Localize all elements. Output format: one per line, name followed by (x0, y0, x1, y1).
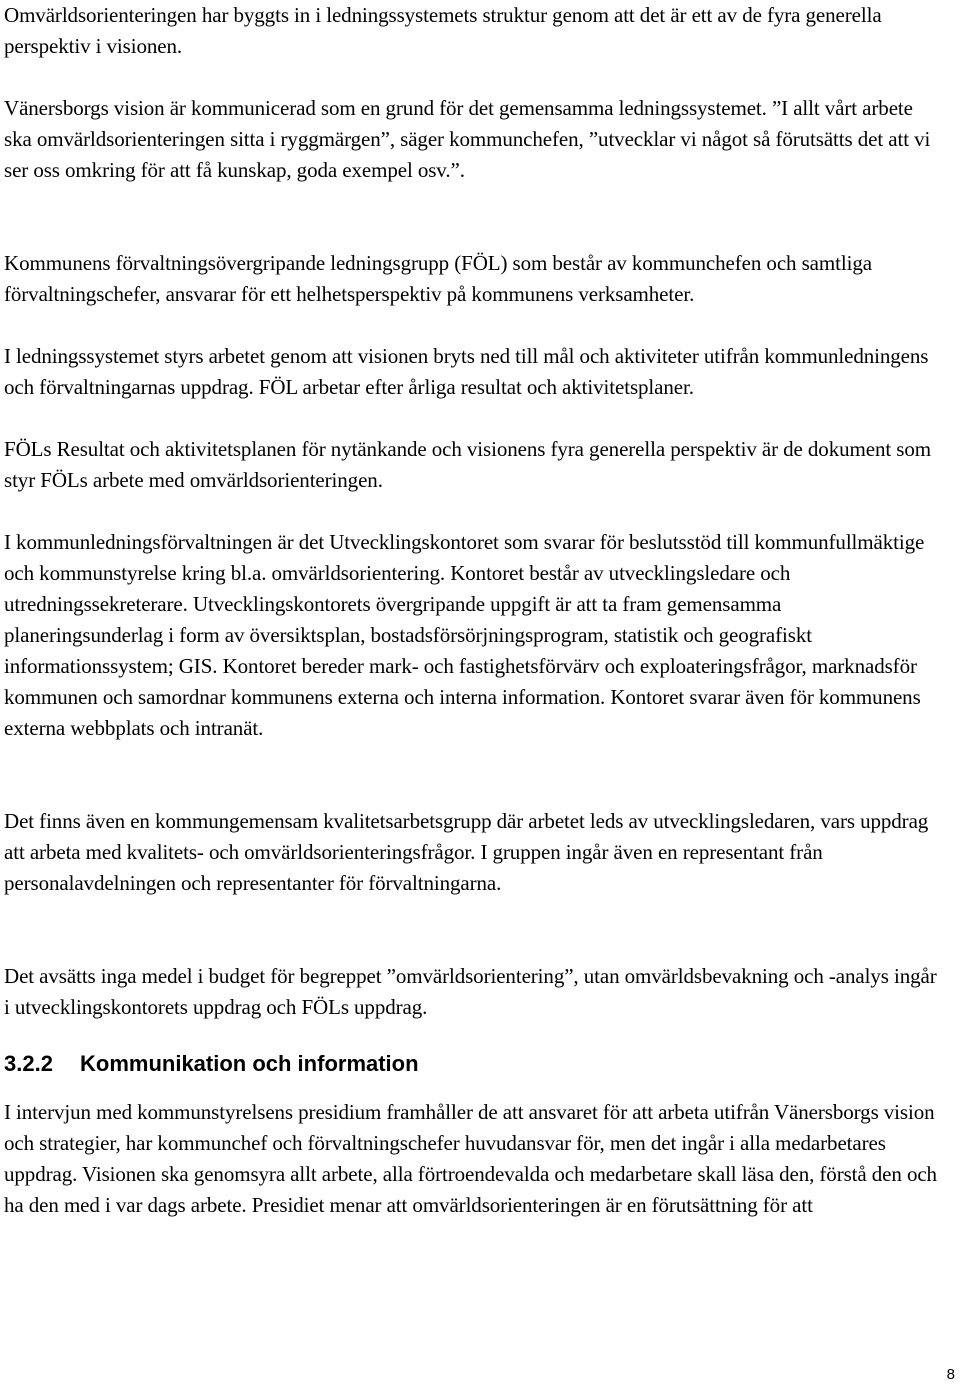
section-number: 3.2.2 (4, 1051, 53, 1076)
page-number: 8 (946, 1366, 955, 1383)
paragraph-ledningssystemet: I ledningssystemet styrs arbetet genom att visionen bryts ned till mål och aktiviteter utifrån kommunledningens och förvaltningarnas uppdrag. FÖL arbetar efter årliga resultat och aktivitetsplaner. (4, 344, 929, 399)
paragraph-utvecklingskontoret: I kommunledningsförvaltningen är det Utvecklingskontoret som svarar för beslutsstöd till kommunfullmäktige och kommunstyrelse kring bl.a. omvärldsorientering. Kontoret består av utvecklingsledare och utredningssekreterare. Utvecklingskontorets övergripande uppgift är att ta fram gemensamma planeringsunderlag i form av översiktsplan, bostadsförsörjningsprogram, statistik och geografiskt informationssystem; GIS. Kontoret bereder mark- och fastighetsförvärv och exploateringsfrågor, marknadsför kommunen och samordnar kommunens externa och interna information. Kontoret svarar även för kommunens externa webbplats och intranät. (4, 530, 925, 740)
paragraph-omvarldsorientering-intro: Omvärldsorienteringen har byggts in i ledningssystemets struktur genom att det är ett av de fyra generella perspektiv i visionen. (4, 3, 882, 58)
paragraph-fol-group: Kommunens förvaltningsövergripande ledningsgrupp (FÖL) som består av kommunchefen och samtliga förvaltningschefer, ansvarar för ett helhetsperspektiv på kommunens verksamheter. (4, 251, 872, 306)
paragraph-kvalitetsarbetsgrupp: Det finns även en kommungemensam kvalitetsarbetsgrupp där arbetet leds av utvecklingsledaren, vars uppdrag att arbeta med kvalitets- och omvärldsorienteringsfrågor. I gruppen ingår även en representant från personalavdelningen och representanter för förvaltningarna. (4, 809, 929, 895)
paragraph-vision-quote: Vänersborgs vision är kommunicerad som en grund för det gemensamma ledningssystemet. ”I allt vårt arbete ska omvärldsorienteringen sitta i ryggmärgen”, säger kommunchefen, ”utvecklar vi något så förutsätts det att vi ser oss omkring för att få kunskap, goda exempel osv.”. (4, 96, 931, 182)
paragraph-fol-documents: FÖLs Resultat och aktivitetsplanen för nytänkande och visionens fyra generella perspektiv är de dokument som styr FÖLs arbete med omvärldsorienteringen. (4, 437, 931, 492)
section-heading (4, 1048, 419, 1080)
paragraph-presidium-interview: I intervjun med kommunstyrelsens presidium framhåller de att ansvaret för att arbeta utifrån Vänersborgs vision och strategier, har kommunchef och förvaltningschefer huvudansvar för, men det ingår i alla medarbetares uppdrag. Visionen ska genomsyra allt arbete, alla förtroendevalda och medarbetare skall läsa den, förstå den och ha den med i var dags arbete. Presidiet menar att omvärldsorienteringen är en förutsättning för att (4, 1100, 937, 1217)
paragraph-budget: Det avsätts inga medel i budget för begreppet ”omvärldsorientering”, utan omvärldsbevakning och -analys ingår i utvecklingskontorets uppdrag och FÖLs uppdrag. (4, 964, 937, 1019)
section-title: Kommunikation och information (80, 1051, 419, 1076)
